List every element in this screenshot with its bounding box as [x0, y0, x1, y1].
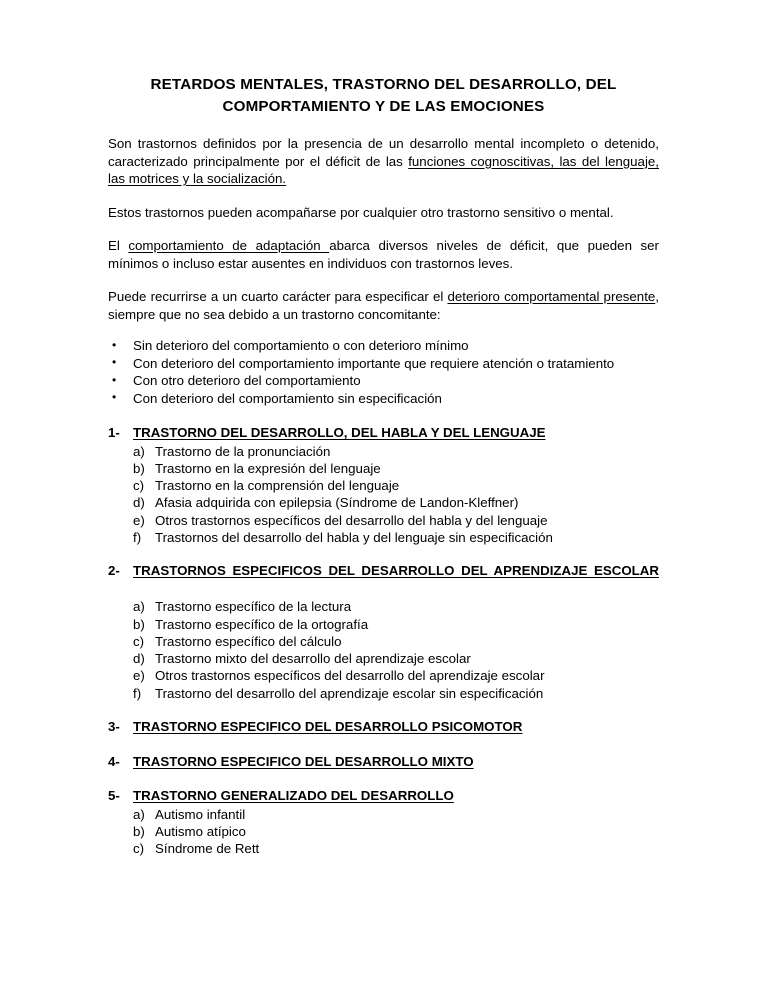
item-letter: f)	[133, 529, 142, 545]
list-item	[108, 685, 659, 702]
list-item	[108, 529, 659, 546]
paragraph-associated-disorders: Estos trastornos pueden acompañarse por cualquier otro trastorno sensitivo o mental.	[108, 204, 614, 220]
list-item	[108, 840, 659, 857]
section-3	[108, 718, 659, 736]
paragraph-definition-text: Son trastornos definidos por la presencia de un desarrollo mental incompleto o detenido, caracterizado principalmente por el déficit de las	[108, 136, 659, 169]
section-1-heading	[108, 424, 659, 442]
item-letter: d)	[133, 651, 145, 667]
paragraph-adaptive-behavior-lead: El	[108, 238, 129, 253]
item-text: Trastorno del desarrollo del aprendizaje escolar sin especificación	[155, 685, 544, 701]
section-5	[108, 787, 659, 857]
item-letter: b)	[133, 823, 145, 839]
paragraph-fourth-character-lead: Puede recurrirse a un cuarto carácter para especificar el	[108, 289, 448, 304]
item-letter: b)	[133, 460, 145, 476]
list-item	[108, 512, 659, 529]
item-letter: c)	[133, 478, 145, 494]
list-item	[108, 633, 659, 650]
list-item	[108, 650, 659, 667]
paragraph-adaptive-behavior-underlined: comportamiento de adaptación	[128, 238, 330, 253]
item-text: Trastornos del desarrollo del habla y del lenguaje sin especificación	[155, 529, 553, 545]
item-letter: a)	[133, 806, 145, 822]
item-text: Trastorno en la comprensión del lenguaje	[155, 478, 400, 494]
section-4-number: 4-	[108, 753, 120, 769]
section-4	[108, 753, 659, 771]
item-text: Trastorno mixto del desarrollo del aprendizaje escolar	[155, 651, 471, 667]
list-item	[108, 494, 659, 511]
item-letter: a)	[133, 599, 145, 615]
section-1	[108, 424, 659, 546]
section-2-title: TRASTORNOS ESPECIFICOS DEL DESARROLLO DEL APRENDIZAJE ESCOLAR	[133, 563, 659, 579]
section-4-title: TRASTORNO ESPECIFICO DEL DESARROLLO MIXTO	[133, 753, 474, 769]
section-2-heading	[108, 562, 659, 597]
paragraph-definition	[108, 135, 659, 188]
section-3-title: TRASTORNO ESPECIFICO DEL DESARROLLO PSICOMOTOR	[133, 719, 523, 735]
item-text: Trastorno específico de la ortografía	[155, 616, 369, 632]
section-3-number: 3-	[108, 719, 120, 735]
item-text: Trastorno específico de la lectura	[155, 599, 352, 615]
item-text: Trastorno específico del cálculo	[155, 633, 342, 649]
item-letter: f)	[133, 685, 142, 701]
behavior-impairment-list	[108, 337, 659, 407]
paragraph-fourth-character	[108, 288, 659, 323]
item-text: Autismo infantil	[155, 806, 246, 822]
page-title: RETARDOS MENTALES, TRASTORNO DEL DESARROLLO, DEL COMPORTAMIENTO Y DE LAS EMOCIONES	[150, 76, 617, 115]
section-5-number: 5-	[108, 788, 120, 804]
item-text: Afasia adquirida con epilepsia (Síndrome de Landon-Kleffner)	[155, 495, 519, 511]
item-text: Otros trastornos específicos del desarrollo del habla y del lenguaje	[155, 512, 548, 528]
list-item	[108, 616, 659, 633]
item-text: Otros trastornos específicos del desarrollo del aprendizaje escolar	[155, 668, 545, 684]
section-4-heading	[108, 753, 659, 771]
section-5-items	[108, 806, 659, 858]
section-5-heading	[108, 787, 659, 805]
section-5-title: TRASTORNO GENERALIZADO DEL DESARROLLO	[133, 788, 454, 804]
list-item: • Con otro deterioro del comportamiento	[108, 372, 659, 390]
item-letter: c)	[133, 633, 145, 649]
list-item	[108, 443, 659, 460]
item-text: Trastorno de la pronunciación	[155, 443, 331, 459]
document-body	[108, 74, 659, 873]
item-text: Síndrome de Rett	[155, 841, 260, 857]
item-letter: d)	[133, 495, 145, 511]
item-text: Trastorno en la expresión del lenguaje	[155, 460, 381, 476]
section-1-title: TRASTORNO DEL DESARROLLO, DEL HABLA Y DEL LENGUAJE	[133, 425, 546, 440]
list-item	[108, 460, 659, 477]
item-text: Autismo atípico	[155, 823, 246, 839]
list-item	[108, 823, 659, 840]
item-letter: e)	[133, 668, 145, 684]
paragraph-fourth-character-rest: , siempre que no sea debido a un trastorno concomitante:	[108, 289, 659, 322]
list-item: • Con deterioro del comportamiento sin especificación	[108, 390, 659, 408]
paragraph-adaptive-behavior	[108, 237, 659, 272]
section-1-items	[108, 443, 659, 547]
section-2	[108, 562, 659, 702]
list-item: • Con deterioro del comportamiento importante que requiere atención o tratamiento	[108, 355, 659, 373]
section-2-number: 2-	[108, 563, 120, 579]
item-letter: e)	[133, 512, 145, 528]
section-3-heading	[108, 718, 659, 736]
section-2-items	[108, 598, 659, 702]
paragraph-adaptive-behavior-rest: abarca diversos niveles de déficit, que pueden ser mínimos o incluso estar ausentes en individuos con trastornos leves.	[108, 238, 659, 271]
paragraph-fourth-character-underlined: deterioro comportamental presente	[447, 289, 656, 304]
item-letter: a)	[133, 443, 145, 459]
item-letter: b)	[133, 616, 145, 632]
section-1-number: 1-	[108, 425, 120, 440]
paragraph-definition-underlined: funciones cognoscitivas, las del lenguaje, las motrices y la socialización.	[108, 153, 659, 186]
list-item	[108, 477, 659, 494]
list-item	[108, 667, 659, 684]
list-item	[108, 598, 659, 615]
item-letter: c)	[133, 841, 145, 857]
list-item: • Sin deterioro del comportamiento o con deterioro mínimo	[108, 337, 659, 355]
list-item	[108, 806, 659, 823]
